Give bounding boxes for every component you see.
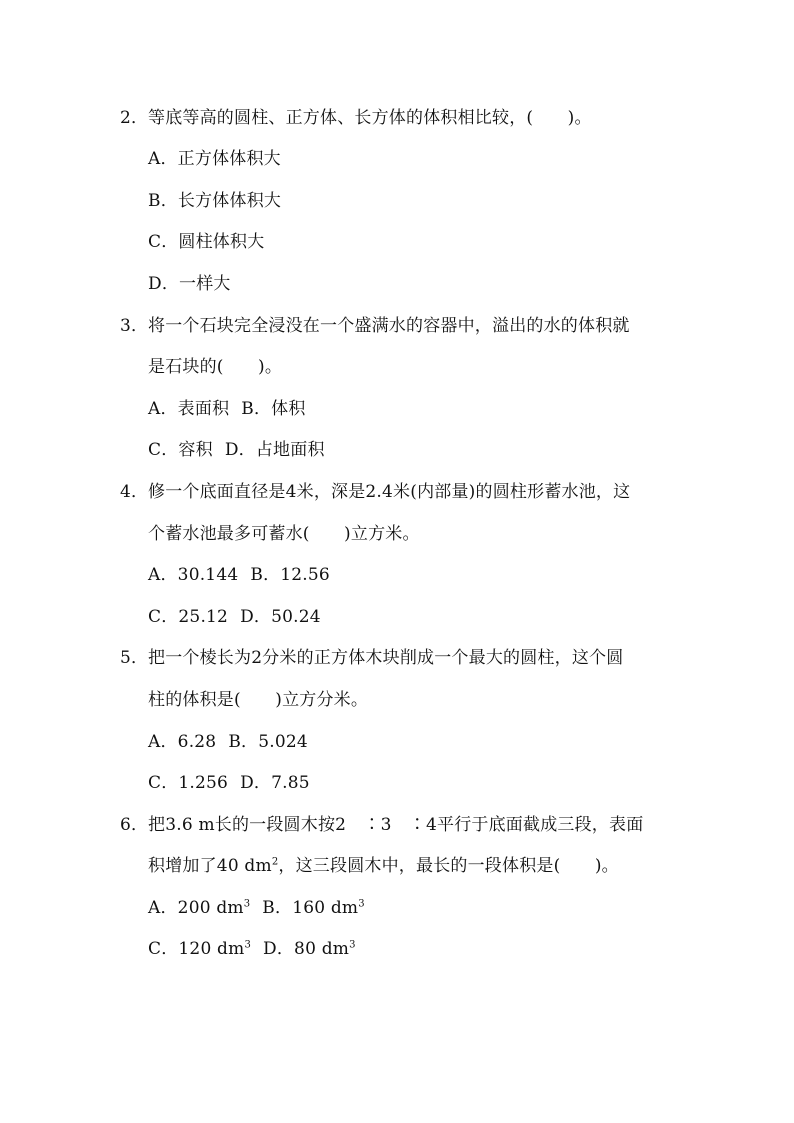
question-5-options-row-2 [148,771,310,795]
question-3-options-row-2 [148,438,325,462]
question-4-stem-line-2: 个蓄水池最多可蓄水( )立方米。 [148,524,420,544]
question-3-option-a: A．表面积 [148,399,230,419]
question-3-option-c: C．容积 [148,440,213,460]
question-5-option-d: D．7.85 [240,773,310,793]
question-4-option-a: A．30.144 [148,565,239,585]
superscript: 2 [271,856,279,868]
question-number: 6． [120,815,149,835]
question-6-option-a: A．200 $dm^3$ [148,898,251,918]
question-text: 把3.6 m长的一段圆木按2 ∶3 ∶4平行于底面截成三段，表面 [148,815,644,835]
question-4-option-b: B．12.56 [250,565,330,585]
question-number: 5． [120,648,149,668]
question-3-option-d: D．占地面积 [224,440,325,460]
question-4-stem-line-1 [120,480,630,504]
question-6-option-c: C．120 $dm^3$ [148,939,252,959]
question-6-stem-line-1 [120,813,643,837]
superscript: 3 [349,939,356,951]
question-3-option-b: B．体积 [241,399,306,419]
question-text: 等底等高的圆柱、正方体、长方体的体积相比较，( )。 [148,108,592,128]
question-5-stem-line-2: 柱的体积是( )立方分米。 [148,690,369,710]
question-4-options-row-1 [148,563,330,587]
question-2-option-a: A．正方体体积大 [148,149,281,169]
question-4-option-c: C．25.12 [148,607,229,627]
superscript: 3 [244,939,252,951]
question-2-option-d: D．一样大 [148,274,231,294]
question-3-options-row-1 [148,397,306,421]
question-4-options-row-2 [148,605,321,629]
question-6-options-row-1 [148,896,365,920]
question-6-option-d: D．80 $dm^3$ [263,939,356,959]
question-text: 将一个石块完全浸没在一个盛满水的容器中，溢出的水的体积就 [148,316,630,336]
question-number: 3． [120,316,149,336]
question-3-stem-line-2: 是石块的( )。 [148,357,283,377]
question-number: 4． [120,482,149,502]
question-2-option-c: C．圆柱体积大 [148,232,265,252]
question-2-stem [120,106,592,130]
question-6-stem-line-2 [148,854,619,878]
question-6-options-row-2 [148,937,356,961]
question-2-option-b: B．长方体体积大 [148,191,282,211]
question-5-option-b: B．5.024 [228,732,308,752]
question-5-option-a: A．6.28 [148,732,217,752]
question-5-option-c: C．1.256 [148,773,229,793]
superscript: 3 [243,898,251,910]
question-text: ，这三段圆木中，最长的一段体积是( )。 [278,856,619,876]
question-text: 修一个底面直径是4米，深是2.4米(内部量)的圆柱形蓄水池，这 [148,482,631,502]
question-5-stem-line-1 [120,646,623,670]
question-text: 积增加了40 dm [148,856,272,876]
question-5-options-row-1 [148,730,308,754]
question-4-option-d: D．50.24 [240,607,321,627]
question-number: 2． [120,108,149,128]
question-text: 把一个棱长为2分米的正方体木块削成一个最大的圆柱，这个圆 [148,648,624,668]
question-6-option-b: B．160 $dm^3$ [262,898,365,918]
question-3-stem-line-1 [120,314,630,338]
superscript: 3 [358,898,365,910]
